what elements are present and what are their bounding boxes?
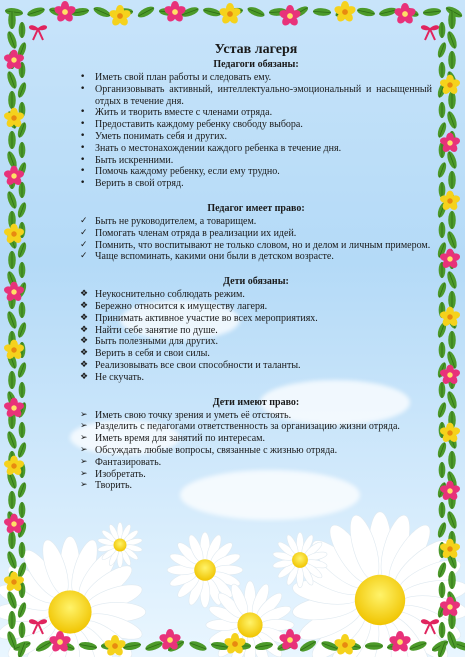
list-item [80, 457, 432, 469]
flower-center [11, 173, 16, 178]
leaf [8, 491, 16, 509]
list-item-text: Изобретать. [95, 468, 146, 480]
list-item [80, 360, 432, 372]
leaf [5, 70, 18, 90]
list-item [80, 228, 432, 240]
leaf [19, 542, 26, 558]
flower [218, 3, 241, 25]
bullet-marker: ➢ [80, 409, 88, 420]
leaf [8, 531, 16, 549]
leaf [5, 590, 18, 610]
list-item [80, 445, 432, 457]
flower-center [11, 57, 16, 62]
list-item [80, 372, 432, 384]
list-item-text: Жить и творить вместе с членами отряда. [95, 107, 273, 119]
leaf [16, 201, 28, 218]
bullet-marker: ➢ [80, 468, 88, 479]
flower-center [11, 115, 16, 120]
leaf [448, 571, 456, 589]
list-item-text: Фантазировать. [95, 456, 162, 468]
flower [163, 1, 186, 23]
leaf [5, 430, 18, 450]
bow-ribbon [33, 623, 43, 634]
list-item [80, 301, 432, 313]
flower-center [112, 643, 118, 649]
bullet-marker: ❖ [80, 371, 89, 382]
list-item-text: Разделить с педагогами ответственность за организацию жизни отряда. [95, 421, 400, 433]
flower-center [397, 639, 403, 645]
leaf [246, 5, 266, 19]
leaf [254, 641, 273, 652]
bullet-marker: • [80, 130, 86, 141]
leaf [8, 251, 16, 269]
leaf [16, 601, 28, 618]
corner-bow [421, 619, 439, 634]
corner-bow [29, 25, 47, 40]
leaf [16, 361, 28, 378]
leaf [439, 582, 446, 598]
section-list [80, 410, 432, 493]
section-spacer [80, 384, 432, 397]
corner-bow [421, 25, 439, 40]
bow-ribbon [33, 29, 43, 40]
bullet-marker: ❖ [80, 289, 89, 300]
list-item-text: Не скучать. [95, 371, 144, 383]
flower [333, 634, 356, 656]
leaf [19, 422, 26, 438]
bullet-marker: ➢ [80, 456, 88, 467]
leaf [19, 502, 26, 518]
leaf [19, 22, 26, 38]
list-item [80, 325, 432, 337]
leaf [436, 121, 448, 138]
list-item [80, 84, 432, 108]
leaf [78, 641, 97, 652]
list-item [80, 107, 432, 119]
list-item [80, 240, 432, 252]
leaf [5, 550, 18, 570]
flower-center [342, 9, 348, 15]
leaf [423, 7, 442, 16]
list-item [80, 336, 432, 348]
bullet-marker: ✓ [80, 239, 88, 250]
list-item [80, 131, 432, 143]
section-spacer [80, 190, 432, 203]
leaf [8, 371, 16, 389]
flower-center [447, 604, 452, 609]
camp-charter [80, 42, 432, 492]
flower [393, 3, 416, 25]
leaf [445, 150, 458, 170]
leaf [122, 641, 141, 652]
list-item-text: Творить. [95, 480, 133, 492]
list-item [80, 251, 432, 263]
leaf [5, 30, 18, 50]
leaf [365, 642, 383, 650]
leaf [436, 281, 448, 298]
list-item-text: Верить в свой отряд. [95, 178, 184, 190]
section-list [80, 72, 432, 190]
leaf [356, 6, 375, 17]
leaf [16, 81, 28, 98]
leaf [144, 639, 164, 652]
leaf [445, 390, 458, 410]
leaf [448, 291, 456, 309]
leaf [19, 142, 26, 158]
bullet-marker: • [80, 119, 86, 130]
leaf [448, 51, 456, 69]
list-item-text: Иметь свою точку зрения и уметь её отстоять. [95, 409, 292, 421]
bullet-marker: ✓ [80, 251, 88, 262]
leaf [439, 382, 446, 398]
section-heading: Педагоги обязаны: [213, 59, 299, 70]
bullet-marker: ❖ [80, 312, 89, 323]
leaf [19, 302, 26, 318]
bullet-marker: • [80, 154, 86, 165]
leaf [448, 451, 456, 469]
leaf [202, 6, 221, 18]
flower-center [447, 82, 452, 87]
bullet-marker: ❖ [80, 336, 89, 347]
bullet-marker: • [80, 166, 86, 177]
leaf [16, 241, 28, 258]
leaf [439, 342, 446, 358]
bullet-marker: ❖ [80, 324, 89, 335]
leaf [16, 481, 28, 498]
flower [223, 633, 246, 655]
flower-center [447, 430, 452, 435]
leaf [16, 561, 28, 578]
flower-center [11, 521, 16, 526]
list-item-text: Обсуждать любые вопросы, связанные с жизнью отряда. [95, 444, 338, 456]
flower-center [117, 13, 123, 19]
page-title: Устав лагеря [214, 42, 298, 57]
leaf [439, 502, 446, 518]
leaf [136, 4, 155, 19]
leaf [436, 521, 448, 538]
leaf [8, 11, 16, 29]
leaf [436, 161, 448, 178]
flower-center [11, 579, 16, 584]
leaf [298, 638, 317, 654]
list-item [80, 178, 432, 190]
leaf [445, 110, 458, 130]
bullet-marker: ➢ [80, 480, 88, 491]
flower [333, 1, 356, 23]
list-item [80, 72, 432, 84]
leaf [448, 331, 456, 349]
leaf [313, 8, 331, 17]
leaf [439, 222, 446, 238]
flower-center [447, 314, 452, 319]
list-item-text: Верить в себя и свои силы. [95, 348, 210, 360]
leaf [445, 510, 458, 530]
list-item-text: Бережно относится к имуществу лагеря. [95, 300, 268, 312]
list-item [80, 119, 432, 131]
flower-center [232, 641, 238, 647]
flower-center [11, 347, 16, 352]
list-item-text: Помогать членам отряда в реализации их идей. [95, 227, 297, 239]
list-item-text: Реализовывать все свои способности и таланты. [95, 359, 301, 371]
bullet-marker: ❖ [80, 348, 89, 359]
list-item-text: Найти себе занятие по душе. [95, 324, 218, 336]
flower-center [11, 231, 16, 236]
list-item-text: Чаще вспоминать, какими они были в детском возрасте. [95, 251, 334, 263]
leaf [19, 262, 26, 278]
bullet-marker: • [80, 178, 86, 189]
section-list [80, 289, 432, 383]
bullet-marker: • [80, 72, 86, 82]
bow-ribbon [425, 623, 435, 634]
leaf [439, 622, 446, 638]
flower-center [447, 488, 452, 493]
list-item [80, 155, 432, 167]
leaf [19, 382, 26, 398]
list-item-text: Иметь время для занятий по интересам. [95, 433, 265, 445]
leaf [448, 11, 456, 29]
corner-bow [29, 619, 47, 634]
list-item-text: Уметь понимать себя и других. [95, 130, 228, 142]
bullet-marker: • [80, 142, 86, 153]
flower-center [342, 642, 348, 648]
list-item-text: Знать о местонахождении каждого ребенка в течение дня. [95, 142, 342, 154]
list-item-text: Неукоснительно соблюдать режим. [95, 289, 245, 301]
leaf [436, 41, 448, 58]
leaf [8, 91, 16, 109]
leaf [188, 639, 208, 652]
bullet-marker: • [80, 107, 86, 118]
list-item [80, 433, 432, 445]
leaf [436, 561, 448, 578]
bullet-marker: ❖ [80, 359, 89, 370]
flower-center [447, 256, 452, 261]
flower-center [62, 9, 68, 15]
list-item-text: Иметь свой план работы и следовать ему. [95, 72, 272, 83]
leaf [436, 441, 448, 458]
leaf [448, 171, 456, 189]
list-item [80, 216, 432, 228]
flower-center [447, 546, 452, 551]
flower-center [227, 11, 233, 17]
leaf [445, 30, 458, 50]
flower-center [447, 198, 452, 203]
list-item [80, 289, 432, 301]
section-list [80, 216, 432, 263]
list-item [80, 410, 432, 422]
leaf [445, 230, 458, 250]
bullet-marker: • [80, 83, 86, 94]
leaf [439, 102, 446, 118]
list-item-text: Помнить, что воспитывают не только словом, но и делом и личным примером. [95, 239, 431, 251]
flower [108, 5, 131, 27]
leaf [5, 190, 18, 210]
leaf [439, 462, 446, 478]
bow-ribbon [425, 29, 435, 40]
leaf [8, 611, 16, 629]
list-item [80, 166, 432, 178]
bullet-marker: ➢ [80, 433, 88, 444]
bullet-marker: ➢ [80, 421, 88, 432]
leaf [445, 270, 458, 290]
flower-center [287, 637, 293, 643]
list-item-text: Быть искренними. [95, 154, 174, 166]
list-item [80, 348, 432, 360]
sections-container [80, 59, 432, 492]
list-item [80, 313, 432, 325]
leaf [436, 401, 448, 418]
flower-center [57, 639, 63, 645]
list-item-text: Помочь каждому ребенку, если ему трудно. [95, 166, 280, 178]
leaf [26, 6, 45, 19]
flower-center [11, 289, 16, 294]
leaf [8, 131, 16, 149]
flower-center [167, 637, 173, 643]
flower-center [172, 9, 178, 15]
list-item [80, 469, 432, 481]
bullet-marker: ❖ [80, 300, 89, 311]
leaf [19, 622, 26, 638]
leaf [448, 211, 456, 229]
list-item-text: Быть полезными для других. [95, 336, 218, 348]
leaf [408, 639, 428, 652]
list-item-text: Предоставить каждому ребенку свободу выбора. [95, 119, 303, 131]
list-item [80, 421, 432, 433]
list-item [80, 143, 432, 155]
flower [53, 1, 76, 23]
flower-center [11, 463, 16, 468]
list-item-text: Принимать активное участие во всех мероприятиях. [95, 312, 318, 324]
list-item [80, 480, 432, 492]
bullet-marker: ✓ [80, 227, 88, 238]
section-heading: Дети обязаны: [223, 276, 289, 288]
list-item-text: Организовывать активный, интеллектуально-эмоциональный и насыщенный отдых в течение дня. [95, 83, 432, 107]
leaf [439, 62, 446, 78]
flower-center [11, 405, 16, 410]
bullet-marker: ➢ [80, 444, 88, 455]
section-heading: Педагог имеет право: [207, 202, 305, 214]
leaf [16, 321, 28, 338]
flower-center [447, 372, 452, 377]
flower [103, 635, 126, 657]
flower-center [402, 11, 408, 17]
flower-center [447, 140, 452, 145]
leaf [16, 441, 28, 458]
section-spacer [80, 263, 432, 276]
section-heading: Дети имеют право: [212, 396, 300, 408]
leaf [439, 22, 446, 38]
leaf [5, 310, 18, 330]
flower-center [287, 13, 293, 19]
bullet-marker: ✓ [80, 215, 88, 226]
leaf [92, 5, 112, 19]
list-item-text: Быть не руководителем, а товарищем. [95, 215, 257, 227]
